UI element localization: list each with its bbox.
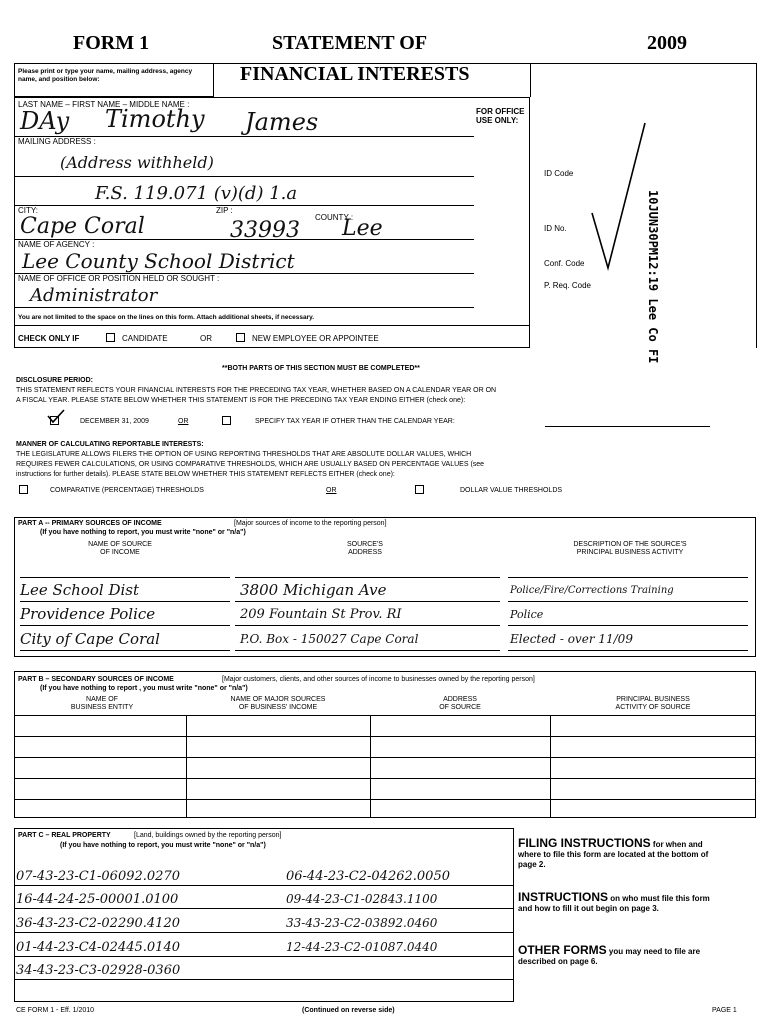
office-checkmark [590, 118, 650, 278]
part-a-row3-address[interactable]: P.O. Box - 150027 Cape Coral [240, 632, 419, 646]
office-use-label1: FOR OFFICE [476, 107, 525, 116]
county-value[interactable]: Lee [342, 216, 383, 241]
part-a-col3: DESCRIPTION OF THE SOURCE'S PRINCIPAL BUSINESS ACTIVITY [573, 541, 687, 556]
footer-form-id: CE FORM 1 - Eff. 1/2010 [16, 1007, 95, 1014]
specify-checkbox[interactable] [222, 416, 231, 425]
print-instructions: Please print or type your name, mailing address, agency name, and position below: [18, 68, 193, 83]
part-c-row4-right[interactable]: 12-44-23-C2-01087.0440 [286, 940, 438, 954]
other-forms-block [518, 945, 718, 967]
manner-or: OR [326, 487, 337, 494]
disclosure-period-title: DISCLOSURE PERIOD: [16, 377, 94, 384]
mailing-line1[interactable]: (Address withheld) [60, 153, 214, 172]
conf-code-label: Conf. Code [544, 259, 585, 268]
manner-text2: REQUIRES FEWER CALCULATIONS, OR USING COMPARATIVE THRESHOLDS, WHICH ARE USUALLY BASED ON PERCENTAGE VALUES (see [16, 461, 485, 468]
form-year: 2009 [647, 32, 687, 54]
disclosure-period-text2: A FISCAL YEAR. PLEASE STATE BELOW WHETHER THIS STATEMENT IS FOR THE PRECEDING TAX YEAR ENDING EITHER (check one): [16, 397, 466, 404]
part-a-col2: SOURCE'S ADDRESS [347, 541, 383, 556]
part-c-row3-right[interactable]: 33-43-23-C2-03892.0460 [286, 916, 438, 930]
received-stamp: 10JUN30PM12:19 Lee Co FI [646, 190, 660, 364]
name-last[interactable]: DAy [20, 107, 70, 135]
part-a-col1: NAME OF SOURCE OF INCOME [88, 541, 152, 556]
disclosure-period-text1: THIS STATEMENT REFLECTS YOUR FINANCIAL INTERESTS FOR THE PRECEDING TAX YEAR, WHETHER BASED ON A CALENDAR YEAR OR ON [16, 387, 497, 394]
part-b-subtitle: (If you have nothing to report , you must write "none" or "n/a") [40, 685, 248, 692]
part-a-note: [Major sources of income to the reporting person] [234, 520, 387, 527]
check-only-if: CHECK ONLY IF [18, 334, 80, 343]
mailing-line2[interactable]: F.S. 119.071 (v)(d) 1.a [95, 183, 298, 204]
form-title-line1: STATEMENT OF [272, 32, 428, 54]
name-middle[interactable]: James [245, 108, 319, 136]
position-label: NAME OF OFFICE OR POSITION HELD OR SOUGHT : [18, 274, 220, 283]
filing-instructions-title: FILING INSTRUCTIONS [518, 836, 651, 850]
part-a-subtitle: (If you have nothing to report, you must write "none" or "n/a") [40, 529, 246, 536]
other-forms-text: you may need to file are described on page 6. [518, 947, 701, 966]
footer-page: PAGE 1 [712, 1007, 737, 1014]
city-label: CITY: [18, 206, 39, 215]
part-c-row1-right[interactable]: 06-44-23-C2-04262.0050 [286, 869, 450, 884]
p-req-code-label: P. Req. Code [544, 281, 591, 290]
part-a-row1-name[interactable]: Lee School Dist [20, 581, 139, 599]
part-a-row2-address[interactable]: 209 Fountain St Prov. RI [240, 607, 402, 622]
part-a-row1-address[interactable]: 3800 Michigan Ave [240, 581, 387, 599]
part-c-row5-left[interactable]: 34-43-23-C3-02928-0360 [16, 963, 181, 978]
form-title-line2: FINANCIAL INTERESTS [240, 63, 470, 85]
disclosure-banner: **BOTH PARTS OF THIS SECTION MUST BE COMPLETED** [222, 365, 420, 372]
candidate-checkbox[interactable] [106, 333, 115, 342]
part-c-row2-left[interactable]: 16-44-24-25-00001.0100 [16, 892, 179, 907]
part-a-row1-desc[interactable]: Police/Fire/Corrections Training [510, 585, 674, 596]
part-c-row2-right[interactable]: 09-44-23-C1-02843.1100 [286, 892, 438, 906]
part-c-row3-left[interactable]: 36-43-23-C2-02290.4120 [16, 916, 180, 931]
candidate-label: CANDIDATE [122, 334, 168, 343]
name-label: LAST NAME – FIRST NAME – MIDDLE NAME : [18, 100, 190, 109]
agency-label: NAME OF AGENCY : [18, 240, 95, 249]
part-b-note: [Major customers, clients, and other sources of income to businesses owned by the reporting person] [222, 676, 535, 683]
specify-label: SPECIFY TAX YEAR IF OTHER THAN THE CALENDAR YEAR: [255, 418, 455, 425]
part-b-title: PART B – SECONDARY SOURCES OF INCOME [18, 676, 174, 683]
filing-instructions [518, 838, 718, 870]
part-c-note: [Land, buildings owned by the reporting person] [134, 832, 282, 839]
manner-text3: instructions for further details). PLEASE STATE BELOW WHETHER THIS STATEMENT REFLECTS EITHER (check one): [16, 471, 395, 478]
form-number: FORM 1 [73, 32, 150, 54]
dollar-checkbox[interactable] [415, 485, 424, 494]
december-checkmark [46, 408, 66, 424]
part-b-col1: NAME OF BUSINESS ENTITY [70, 696, 134, 711]
part-a-row2-name[interactable]: Providence Police [20, 605, 156, 623]
part-b-col4: PRINCIPAL BUSINESS ACTIVITY OF SOURCE [615, 696, 691, 711]
new-employee-checkbox[interactable] [236, 333, 245, 342]
office-use-label2: USE ONLY: [476, 116, 519, 125]
other-forms-title: OTHER FORMS [518, 943, 607, 957]
county-label: COUNTY : [315, 213, 354, 222]
footer-continued: (Continued on reverse side) [302, 1007, 395, 1014]
part-c-row1-left[interactable]: 07-43-23-C1-06092.0270 [16, 869, 180, 884]
instructions-text: on who must file this form and how to fill it out begin on page 3. [518, 894, 710, 913]
manner-text1: THE LEGISLATURE ALLOWS FILERS THE OPTION OF USING REPORTING THRESHOLDS THAT ARE ABSOLUTE DOLLAR VALUES, WHICH [16, 451, 472, 458]
part-a-row2-desc[interactable]: Police [510, 608, 544, 621]
part-c-title: PART C – REAL PROPERTY [18, 832, 111, 839]
instructions-block [518, 892, 718, 914]
part-c-row4-left[interactable]: 01-44-23-C4-02445.0140 [16, 940, 180, 955]
agency-value[interactable]: Lee County School District [22, 249, 295, 273]
position-value[interactable]: Administrator [30, 285, 158, 306]
comparative-label: COMPARATIVE (PERCENTAGE) THRESHOLDS [50, 487, 204, 494]
part-a-row3-desc[interactable]: Elected - over 11/09 [510, 632, 633, 646]
manner-title: MANNER OF CALCULATING REPORTABLE INTERESTS: [16, 441, 204, 448]
part-b-col3: ADDRESS OF SOURCE [439, 696, 481, 711]
name-first[interactable]: Timothy [105, 105, 205, 133]
id-code-label: ID Code [544, 169, 574, 178]
dollar-label: DOLLAR VALUE THRESHOLDS [460, 487, 563, 494]
instructions-title: INSTRUCTIONS [518, 890, 608, 904]
part-a-row3-name[interactable]: City of Cape Coral [20, 630, 160, 648]
part-b-col2: NAME OF MAJOR SOURCES OF BUSINESS' INCOME [230, 696, 326, 711]
city-value[interactable]: Cape Coral [20, 214, 145, 239]
period-or: OR [178, 418, 189, 425]
new-employee-label: NEW EMPLOYEE OR APPOINTEE [252, 334, 379, 343]
part-b-box [14, 671, 756, 818]
part-a-title: PART A -- PRIMARY SOURCES OF INCOME [18, 520, 162, 527]
zip-label: ZIP : [216, 206, 233, 215]
mailing-label: MAILING ADDRESS : [18, 137, 96, 146]
or-label: OR [200, 334, 212, 343]
december-label: DECEMBER 31, 2009 [80, 418, 149, 425]
id-no-label: ID No. [544, 224, 567, 233]
comparative-checkbox[interactable] [19, 485, 28, 494]
part-c-subtitle: (If you have nothing to report, you must write "none" or "n/a") [60, 842, 266, 849]
space-note: You are not limited to the space on the lines on this form. Attach additional sheets, if necessary. [18, 314, 315, 321]
filing-instructions-text: for when and where to file this form are located at the bottom of page 2. [518, 840, 709, 869]
zip-value[interactable]: 33993 [230, 218, 300, 243]
